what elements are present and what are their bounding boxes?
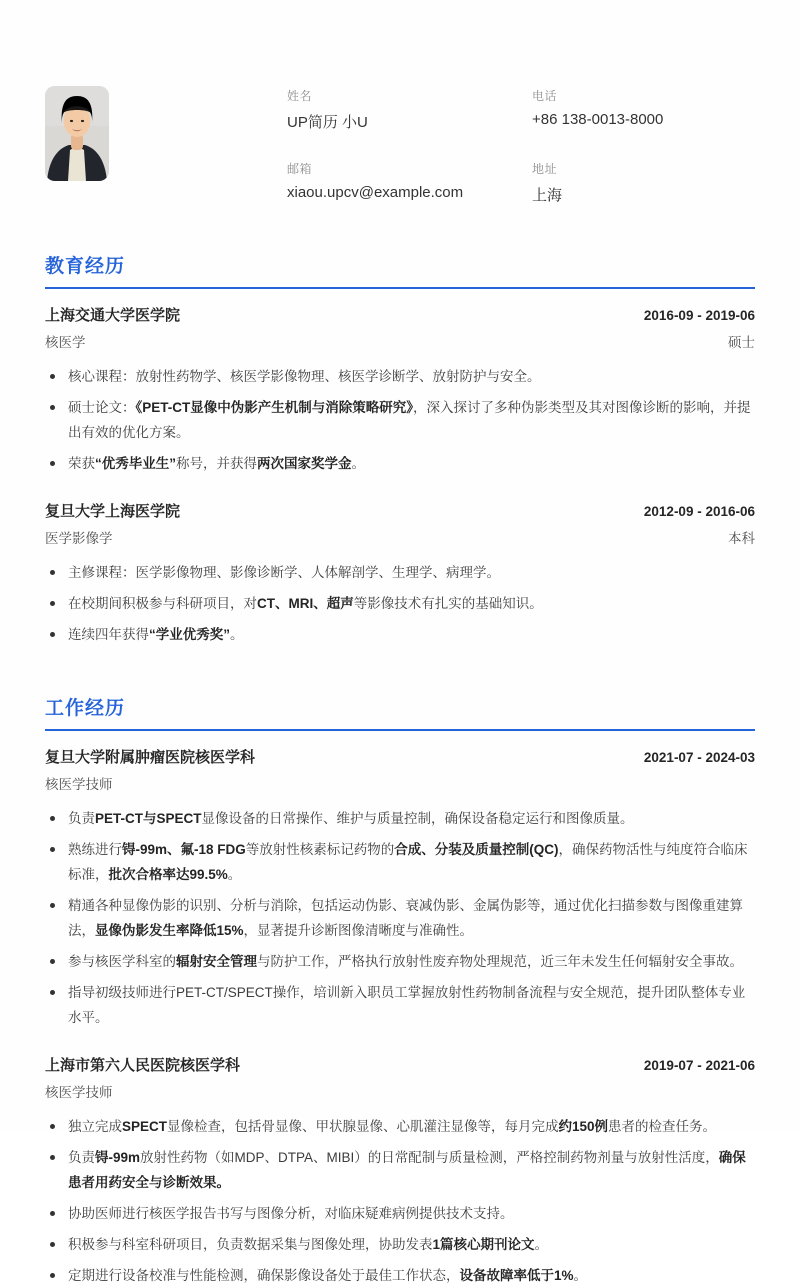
entry-org: 上海市第六人民医院核医学科 [45, 1057, 241, 1074]
field-phone-value: +86 138-0013-8000 [532, 111, 664, 128]
entry [45, 304, 755, 476]
field-name-value: UP简历 小U [287, 114, 368, 131]
entry-date: 2016-09 - 2019-06 [643, 308, 755, 323]
entry-bullet: 协助医师进行核医学报告书写与图像分析，对临床疑难病例提供技术支持。 [45, 1201, 755, 1226]
entry-org: 复旦大学附属肿瘤医院核医学科 [45, 749, 256, 766]
entry-bullet-list [45, 806, 755, 1030]
entry-role: 核医学技师 [45, 1085, 113, 1100]
entry-date: 2019-07 - 2021-06 [643, 1058, 755, 1073]
entry-header-row [45, 500, 755, 521]
entry-bullet: 熟练进行锝-99m、氟-18 FDG等放射性核素标记药物的合成、分装及质量控制(QC)，确保药物活性与纯度符合临床标准，批次合格率达99.5%。 [45, 837, 755, 887]
entry-sub-row [45, 527, 755, 547]
entry [45, 1054, 755, 1288]
field-email [287, 160, 532, 205]
profile-photo-image [45, 86, 109, 181]
entry-bullet: 主修课程：医学影像物理、影像诊断学、人体解剖学、生理学、病理学。 [45, 560, 755, 585]
entry-bullet: 核心课程：放射性药物学、核医学影像物理、核医学诊断学、放射防护与安全。 [45, 364, 755, 389]
entry-bullet: 独立完成SPECT显像检查，包括骨显像、甲状腺显像、心肌灌注显像等，每月完成约150例患者的检查任务。 [45, 1114, 755, 1139]
section-education [45, 251, 755, 647]
field-email-value: xiaou.upcv@example.com [287, 184, 464, 201]
entry-bullet: 精通各种显像伪影的识别、分析与消除，包括运动伪影、衰减伪影、金属伪影等，通过优化扫描参数与图像重建算法，显像伪影发生率降低15%，显著提升诊断图像清晰度与准确性。 [45, 893, 755, 943]
entry-bullet: 连续四年获得“学业优秀奖”。 [45, 622, 755, 647]
entry-date: 2012-09 - 2016-06 [643, 504, 755, 519]
entry-bullet: 负责锝-99m放射性药物（如MDP、DTPA、MIBI）的日常配制与质量检测，严格控制药物剂量与放射性活度，确保患者用药安全与诊断效果。 [45, 1145, 755, 1195]
resume-header [45, 86, 755, 205]
field-email-label: 邮箱 [287, 162, 313, 176]
section-title-work: 工作经历 [45, 693, 755, 731]
field-name [287, 87, 532, 132]
entry-sub-row [45, 331, 755, 351]
field-address [532, 160, 663, 205]
entry-sub-row [45, 773, 755, 793]
section-work [45, 693, 755, 1288]
entry-header-row [45, 1054, 755, 1075]
contact-fields [287, 86, 663, 205]
resume-body [45, 251, 755, 1288]
field-phone [532, 87, 663, 132]
entry-bullet: 指导初级技师进行PET-CT/SPECT操作，培训新入职员工掌握放射性药物制备流程与安全规范，提升团队整体专业水平。 [45, 980, 755, 1030]
entry-org: 上海交通大学医学院 [45, 307, 181, 324]
entry-org: 复旦大学上海医学院 [45, 503, 181, 520]
entry-bullet: 硕士论文：《PET-CT显像中伪影产生机制与消除策略研究》，深入探讨了多种伪影类型及其对图像诊断的影响，并提出有效的优化方案。 [45, 395, 755, 445]
entry-bullet: 在校期间积极参与科研项目，对CT、MRI、超声等影像技术有扎实的基础知识。 [45, 591, 755, 616]
entry-sub-row [45, 1081, 755, 1101]
entry-bullet: 负责PET-CT与SPECT显像设备的日常操作、维护与质量控制，确保设备稳定运行和图像质量。 [45, 806, 755, 831]
entry-bullet-list [45, 364, 755, 476]
entry-bullet-list [45, 1114, 755, 1288]
entry-role: 医学影像学 [45, 531, 113, 546]
entry-degree: 本科 [728, 531, 755, 546]
entry-header-row [45, 304, 755, 325]
field-phone-label: 电话 [532, 89, 558, 103]
entry-header-row [45, 746, 755, 767]
entry [45, 500, 755, 647]
field-address-value: 上海 [532, 187, 563, 204]
entry-bullet: 定期进行设备校准与性能检测，确保影像设备处于最佳工作状态，设备故障率低于1%。 [45, 1263, 755, 1288]
entry-date: 2021-07 - 2024-03 [643, 750, 755, 765]
entry-bullet: 积极参与科室科研项目，负责数据采集与图像处理，协助发表1篇核心期刊论文。 [45, 1232, 755, 1257]
profile-photo [45, 86, 109, 181]
entry-bullet: 参与核医学科室的辐射安全管理与防护工作，严格执行放射性废弃物处理规范，近三年未发生任何辐射安全事故。 [45, 949, 755, 974]
entry-bullet-list [45, 560, 755, 647]
entry [45, 746, 755, 1030]
entry-degree: 硕士 [728, 335, 755, 350]
section-title-education: 教育经历 [45, 251, 755, 289]
entry-role: 核医学技师 [45, 777, 113, 792]
field-address-label: 地址 [532, 162, 558, 176]
entry-role: 核医学 [45, 335, 86, 350]
field-name-label: 姓名 [287, 89, 313, 103]
entry-bullet: 荣获“优秀毕业生”称号，并获得两次国家奖学金。 [45, 451, 755, 476]
